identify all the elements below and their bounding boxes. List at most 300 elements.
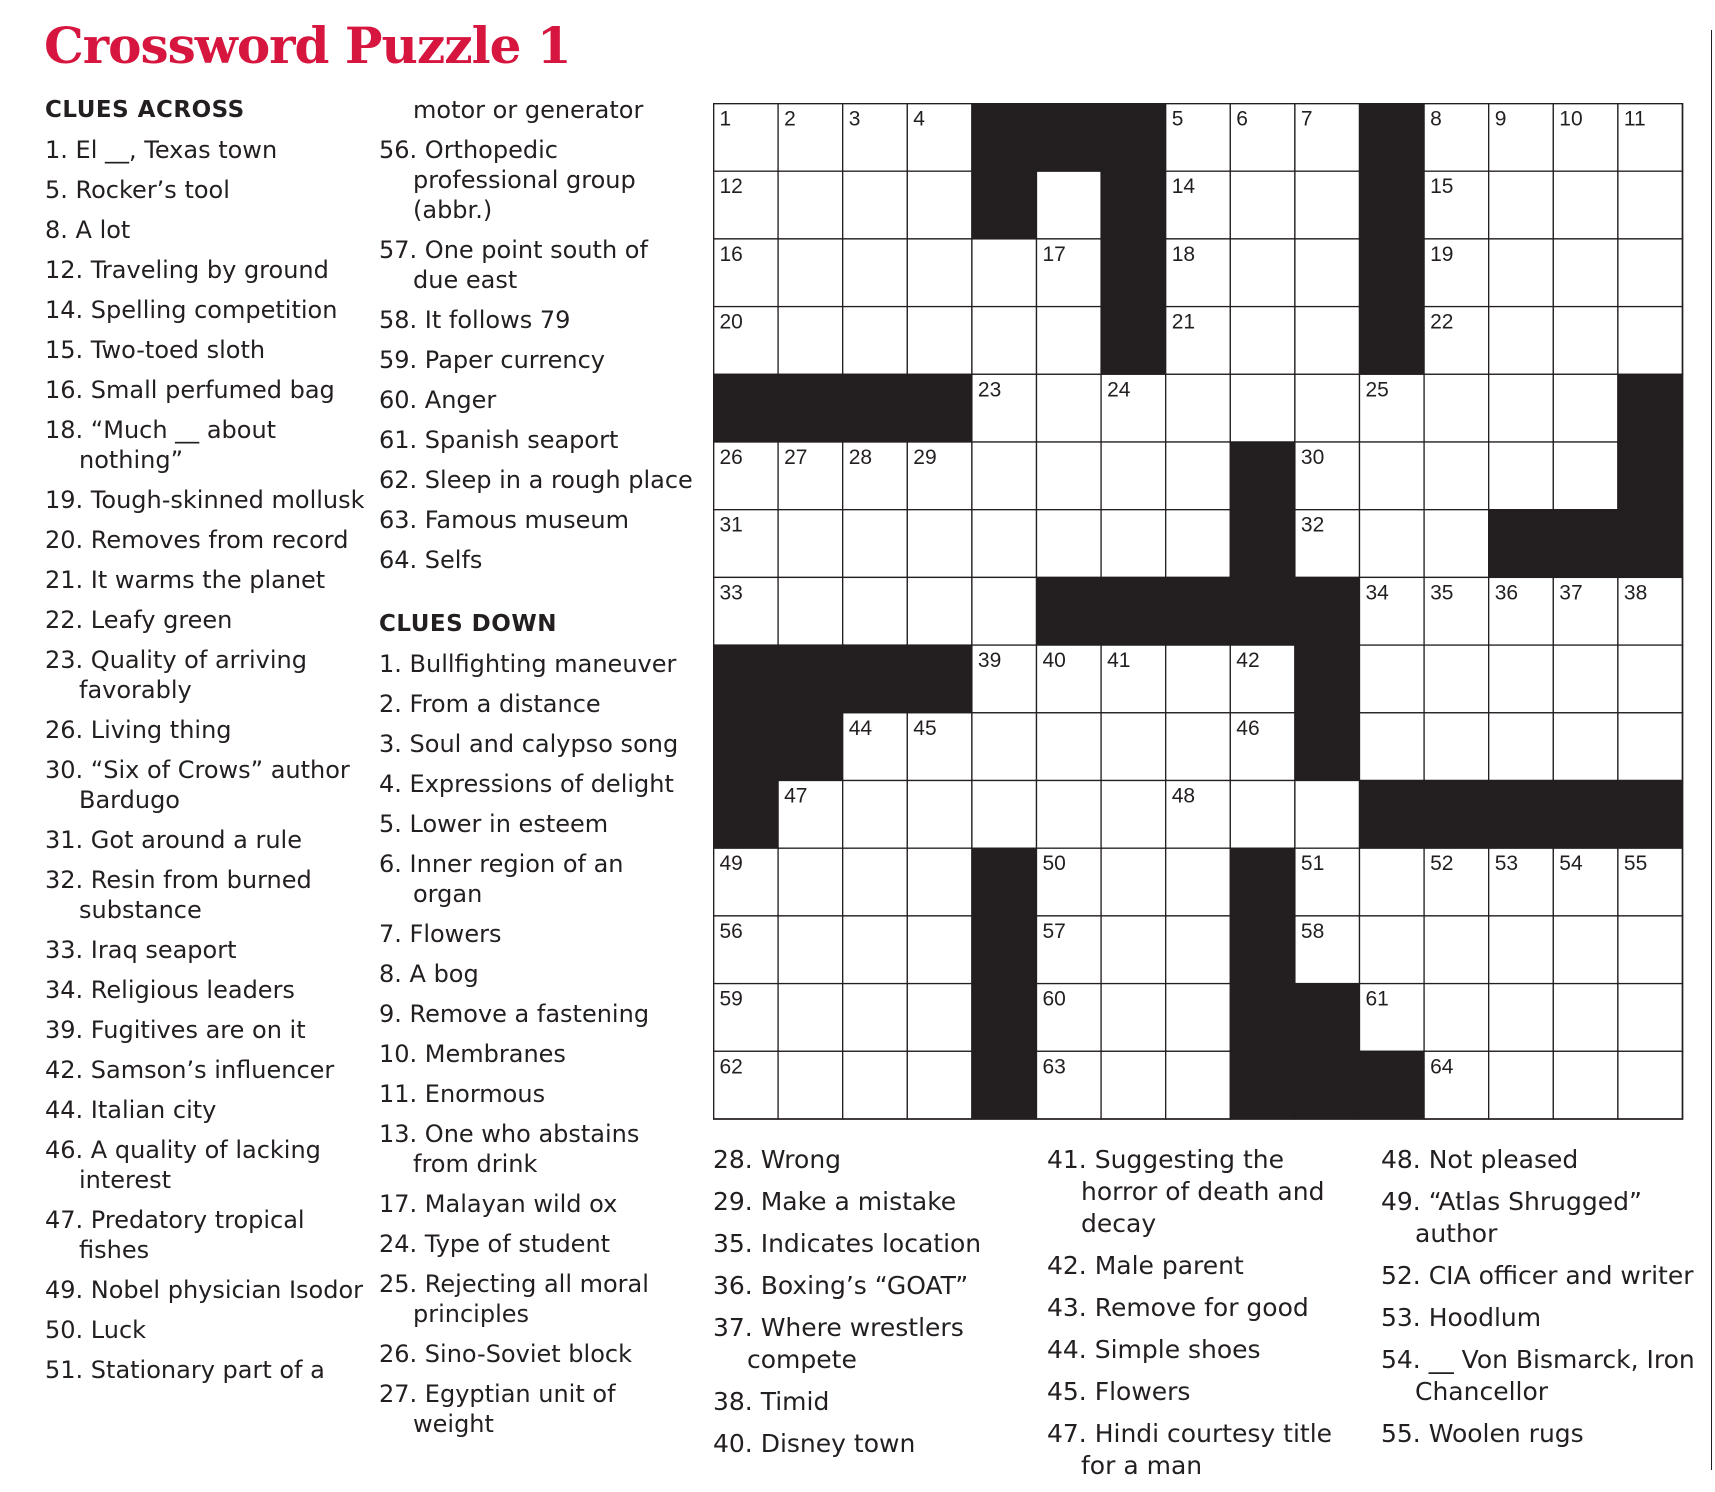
down-clue: 54. __ Von Bismarck, Iron Chancellor [1381,1345,1695,1406]
grid-block-cell [1295,577,1360,645]
grid-block-cell [714,645,779,713]
down-clue: 27. Egyptian unit of weight [379,1380,616,1438]
grid-answer-cell[interactable] [1489,1051,1554,1119]
grid-answer-cell[interactable] [1101,713,1166,781]
grid-block-cell [1618,510,1683,578]
grid-answer-cell[interactable] [1295,781,1360,849]
grid-answer-cell[interactable] [1424,713,1489,781]
down-clue: 5. Lower in esteem [379,810,609,838]
grid-answer-cell[interactable] [1489,984,1554,1052]
across-clue: 15. Two-toed sloth [45,336,266,364]
grid-block-cell [1553,510,1618,578]
across-clue: 19. Tough-skinned mollusk [45,486,365,514]
grid-block-cell [1230,510,1295,578]
grid-answer-cell[interactable] [1489,307,1554,375]
grid-cell-number: 1 [719,107,732,131]
grid-answer-cell[interactable] [1424,645,1489,713]
grid-cell-number: 30 [1300,446,1325,469]
grid-answer-cell[interactable] [778,239,843,307]
across-clue: 56. Orthopedic professional group (abbr.) [379,136,636,224]
grid-block-cell [907,374,972,442]
grid-answer-cell[interactable] [1037,510,1102,578]
down-clue: 43. Remove for good [1047,1293,1309,1322]
grid-block-cell [1037,577,1102,645]
grid-block-cell [972,1051,1037,1119]
grid-cell-number: 38 [1623,581,1648,605]
grid-cell-number: 54 [1559,852,1583,876]
grid-answer-cell[interactable] [1553,1051,1618,1119]
grid-answer-cell[interactable] [1295,374,1360,442]
down-clue: 55. Woolen rugs [1381,1419,1584,1448]
grid-block-cell [1230,577,1295,645]
down-clue: 25. Rejecting all moral principles [379,1270,649,1328]
grid-answer-cell[interactable] [1360,713,1425,781]
down-heading: CLUES DOWN [379,611,557,637]
grid-cell-number: 15 [1430,175,1454,199]
grid-block-cell [778,374,843,442]
grid-answer-cell[interactable] [843,916,908,984]
grid-answer-cell[interactable] [1553,916,1618,984]
down-clue: 45. Flowers [1047,1377,1191,1406]
grid-answer-cell[interactable] [843,1051,908,1119]
grid-answer-cell[interactable] [1037,171,1102,239]
grid-block-cell [843,374,908,442]
across-clue: 51. Stationary part of a [45,1356,325,1384]
down-clue: 9. Remove a fastening [379,1000,650,1028]
grid-answer-cell[interactable] [1166,374,1231,442]
down-clue: 7. Flowers [379,920,502,948]
across-clue: 34. Religious leaders [45,976,295,1004]
down-clue: 49. “Atlas Shrugged” author [1381,1187,1642,1248]
grid-answer-cell[interactable] [778,307,843,375]
down-clue-list-continued [1047,1144,1367,1482]
grid-block-cell [972,104,1037,172]
grid-answer-cell[interactable] [1295,171,1360,239]
grid-block-cell [1166,577,1231,645]
grid-block-cell [1360,171,1425,239]
across-clue: 47. Predatory tropical fishes [45,1206,305,1264]
page-title: Crossword Puzzle 1 [44,16,571,75]
grid-answer-cell[interactable] [1618,713,1683,781]
grid-answer-cell[interactable] [1553,442,1618,510]
clues-column-4 [1047,1144,1367,1492]
grid-answer-cell[interactable] [1166,645,1231,713]
page-edge-rule [1711,30,1712,1470]
grid-answer-cell[interactable] [1618,1051,1683,1119]
grid-answer-cell[interactable] [972,713,1037,781]
down-clue-list [379,649,699,1439]
grid-answer-cell[interactable] [778,171,843,239]
down-clue: 53. Hoodlum [1381,1303,1542,1332]
down-clue: 35. Indicates location [713,1229,982,1258]
grid-cell-number: 11 [1623,107,1646,131]
grid-answer-cell[interactable] [778,510,843,578]
down-clue: 40. Disney town [713,1429,916,1458]
across-clue: 23. Quality of arriving favorably [45,646,307,704]
grid-answer-cell[interactable] [843,577,908,645]
grid-cell-number: 10 [1559,107,1583,131]
grid-cell-number: 8 [1430,107,1442,131]
grid-cell-number: 28 [848,446,873,469]
grid-answer-cell[interactable] [1101,848,1166,916]
across-clue: 42. Samson’s influencer [45,1056,335,1084]
across-clue: 14. Spelling competition [45,296,338,324]
grid-cell-number: 20 [719,310,743,334]
across-clue: 16. Small perfumed bag [45,376,335,404]
grid-cell-number: 42 [1236,649,1260,673]
grid-answer-cell[interactable] [1360,442,1425,510]
grid-cell-number: 58 [1300,919,1325,943]
grid-cell-number: 16 [719,242,743,266]
down-clue: 11. Enormous [379,1080,546,1108]
grid-answer-cell[interactable] [1489,916,1554,984]
grid-answer-cell[interactable] [1230,374,1295,442]
grid-answer-cell[interactable] [1101,781,1166,849]
grid-cell-number: 12 [719,175,743,199]
grid-block-cell [972,848,1037,916]
grid-answer-cell[interactable] [972,577,1037,645]
grid-cell-number: 57 [1042,919,1066,943]
grid-cell-number: 18 [1171,242,1196,266]
down-clue: 2. From a distance [379,690,601,718]
grid-cell-number: 23 [977,378,1002,402]
grid-block-cell [1618,374,1683,442]
grid-answer-cell[interactable] [1618,307,1683,375]
down-clue: 38. Timid [713,1387,830,1416]
grid-block-cell [714,713,779,781]
grid-cell-number: 27 [784,446,808,469]
grid-answer-cell[interactable] [1166,848,1231,916]
grid-answer-cell[interactable] [907,171,972,239]
grid-cell-number: 39 [977,649,1002,673]
grid-answer-cell[interactable] [1618,916,1683,984]
across-clue: 1. El __, Texas town [45,136,278,164]
grid-answer-cell[interactable] [1553,645,1618,713]
grid-answer-cell[interactable] [1295,307,1360,375]
grid-answer-cell[interactable] [1037,374,1102,442]
grid-block-cell [972,916,1037,984]
grid-answer-cell[interactable] [1618,645,1683,713]
across-clue: 26. Living thing [45,716,232,744]
grid-cell-number: 48 [1171,784,1196,808]
grid-cell-number: 24 [1107,378,1131,402]
down-clue: 28. Wrong [713,1145,842,1174]
grid-answer-cell[interactable] [1230,239,1295,307]
grid-answer-cell[interactable] [1489,645,1554,713]
grid-answer-cell[interactable] [1618,239,1683,307]
grid-answer-cell[interactable] [843,984,908,1052]
down-clue-list-continued [1381,1144,1701,1450]
grid-cell-number: 53 [1494,852,1519,876]
grid-block-cell [1295,713,1360,781]
grid-answer-cell[interactable] [907,577,972,645]
grid-answer-cell[interactable] [1230,171,1295,239]
grid-answer-cell[interactable] [907,307,972,375]
grid-block-cell [1553,781,1618,849]
grid-answer-cell[interactable] [1166,1051,1231,1119]
down-clue: 4. Expressions of delight [379,770,674,798]
grid-block-cell [1037,104,1102,172]
grid-block-cell [1618,442,1683,510]
grid-cell-number: 14 [1171,175,1196,199]
grid-answer-cell[interactable] [843,781,908,849]
grid-cell-number: 46 [1236,716,1260,740]
grid-block-cell [1360,104,1425,172]
grid-answer-cell[interactable] [1166,442,1231,510]
grid-answer-cell[interactable] [1037,442,1102,510]
grid-answer-cell[interactable] [1553,984,1618,1052]
grid-answer-cell[interactable] [1101,510,1166,578]
grid-block-cell [1101,239,1166,307]
down-clue: 26. Sino-Soviet block [379,1340,632,1368]
grid-cell-number: 26 [719,446,743,469]
grid-answer-cell[interactable] [1101,916,1166,984]
grid-cell-number: 13 [977,175,1002,199]
grid-answer-cell[interactable] [1360,510,1425,578]
grid-answer-cell[interactable] [1230,781,1295,849]
down-clue: 6. Inner region of an organ [379,850,624,908]
grid-cell-number: 56 [719,919,743,943]
grid-cell-number: 9 [1494,107,1507,131]
across-clue: 46. A quality of lacking interest [45,1136,321,1194]
grid-answer-cell[interactable] [1489,374,1554,442]
grid-cell-number: 62 [719,1055,743,1079]
grid-answer-cell[interactable] [1553,713,1618,781]
grid-answer-cell[interactable] [972,442,1037,510]
grid-cell-number: 35 [1430,581,1454,605]
grid-answer-cell[interactable] [843,171,908,239]
grid-answer-cell[interactable] [972,307,1037,375]
down-clue: 52. CIA officer and writer [1381,1261,1694,1290]
grid-block-cell [1489,510,1554,578]
across-clue: 21. It warms the planet [45,566,326,594]
across-clue: 18. “Much __ about nothing” [45,416,277,474]
down-clue: 37. Where wrestlers compete [713,1313,964,1374]
grid-answer-cell[interactable] [1489,442,1554,510]
grid-answer-cell[interactable] [1360,916,1425,984]
grid-answer-cell[interactable] [843,307,908,375]
grid-answer-cell[interactable] [907,916,972,984]
across-clue: 30. “Six of Crows” author Bardugo [45,756,350,814]
across-clue: 57. One point south of due east [379,236,648,294]
grid-answer-cell[interactable] [1553,239,1618,307]
across-clue-continuation: motor or generator [413,96,644,124]
grid-answer-cell[interactable] [1037,713,1102,781]
across-clue: 33. Iraq seaport [45,936,237,964]
across-clue: 5. Rocker’s tool [45,176,230,204]
grid-answer-cell[interactable] [1424,984,1489,1052]
grid-answer-cell[interactable] [1489,239,1554,307]
grid-block-cell [1230,1051,1295,1119]
grid-cell-number: 61 [1365,987,1389,1011]
down-clue: 47. Hindi courtesy title for a man [1047,1419,1333,1480]
grid-answer-cell[interactable] [1553,171,1618,239]
grid-answer-cell[interactable] [778,848,843,916]
down-clue: 1. Bullfighting maneuver [379,650,677,678]
down-clue: 48. Not pleased [1381,1145,1579,1174]
down-clue: 3. Soul and calypso song [379,730,679,758]
across-clue-list-continued [379,135,699,575]
grid-block-cell [1101,104,1166,172]
grid-block-cell [972,984,1037,1052]
clues-column-2 [379,95,699,1449]
clues-column-5 [1381,1144,1701,1460]
across-clue: 20. Removes from record [45,526,349,554]
grid-answer-cell[interactable] [1101,1051,1166,1119]
grid-answer-cell[interactable] [907,510,972,578]
grid-block-cell [1230,916,1295,984]
grid-cell-number: 5 [1171,107,1184,131]
grid-answer-cell[interactable] [1360,848,1425,916]
grid-answer-cell[interactable] [907,984,972,1052]
grid-block-cell [1101,171,1166,239]
clues-column-3 [713,1144,1033,1470]
grid-cell-number: 7 [1300,107,1313,131]
across-clue: 50. Luck [45,1316,147,1344]
across-clue: 61. Spanish seaport [379,426,619,454]
grid-block-cell [778,645,843,713]
across-clue: 22. Leafy green [45,606,233,634]
grid-answer-cell[interactable] [907,1051,972,1119]
grid-cell-number: 25 [1365,378,1389,402]
grid-answer-cell[interactable] [843,510,908,578]
grid-answer-cell[interactable] [1101,442,1166,510]
grid-block-cell [714,781,779,849]
down-clue: 13. One who abstains from drink [379,1120,640,1178]
grid-answer-cell[interactable] [1166,916,1231,984]
grid-answer-cell[interactable] [1424,916,1489,984]
grid-answer-cell[interactable] [907,848,972,916]
across-clue: 49. Nobel physician Isodor [45,1276,364,1304]
across-clue: 8. A lot [45,216,131,244]
grid-answer-cell[interactable] [907,781,972,849]
grid-answer-cell[interactable] [1489,713,1554,781]
grid-answer-cell[interactable] [1166,984,1231,1052]
grid-cell-number: 32 [1300,513,1325,537]
grid-cell-number: 45 [913,716,937,740]
grid-answer-cell[interactable] [1295,239,1360,307]
grid-cell-number: 59 [719,987,743,1011]
grid-cell-number: 51 [1300,852,1325,876]
grid-answer-cell[interactable] [1037,781,1102,849]
grid-block-cell [1230,984,1295,1052]
across-clue: 59. Paper currency [379,346,605,374]
grid-answer-cell[interactable] [972,781,1037,849]
down-clue: 29. Make a mistake [713,1187,957,1216]
grid-answer-cell[interactable] [778,577,843,645]
grid-answer-cell[interactable] [1618,171,1683,239]
grid-block-cell [1230,442,1295,510]
grid-block-cell [1489,781,1554,849]
grid-cell-number: 55 [1623,852,1648,876]
down-clue: 44. Simple shoes [1047,1335,1261,1364]
grid-cell-number: 34 [1365,581,1389,605]
grid-cell-number: 21 [1171,310,1196,334]
grid-cell-number: 33 [719,581,743,605]
grid-answer-cell[interactable] [1037,307,1102,375]
grid-block-cell [1618,781,1683,849]
grid-block-cell [714,374,779,442]
down-clue: 41. Suggesting the horror of death and decay [1047,1145,1325,1238]
grid-block-cell [1360,307,1425,375]
down-clue-list-continued [713,1144,1033,1460]
grid-block-cell [907,645,972,713]
grid-answer-cell[interactable] [972,239,1037,307]
crossword-grid-svg [713,103,1684,1120]
grid-answer-cell[interactable] [1360,645,1425,713]
across-clue: 31. Got around a rule [45,826,302,854]
grid-answer-cell[interactable] [1166,713,1231,781]
grid-answer-cell[interactable] [1230,307,1295,375]
grid-cell-number: 40 [1042,649,1066,673]
grid-cell-number: 50 [1042,852,1066,876]
across-clue: 58. It follows 79 [379,306,571,334]
grid-cell-number: 41 [1107,649,1131,673]
grid-answer-cell[interactable] [1553,307,1618,375]
grid-cell-number: 29 [913,446,937,469]
grid-block-cell [1101,307,1166,375]
grid-answer-cell[interactable] [972,510,1037,578]
down-clue: 24. Type of student [379,1230,611,1258]
grid-answer-cell[interactable] [1424,374,1489,442]
down-clue: 10. Membranes [379,1040,566,1068]
grid-answer-cell[interactable] [1101,984,1166,1052]
across-clue-list [45,135,375,1385]
across-clue: 64. Selfs [379,546,483,574]
grid-answer-cell[interactable] [907,239,972,307]
grid-cell-number: 31 [719,513,743,537]
grid-block-cell [1295,1051,1360,1119]
grid-cell-number: 60 [1042,987,1066,1011]
grid-answer-cell[interactable] [778,1051,843,1119]
grid-answer-cell[interactable] [843,239,908,307]
grid-answer-cell[interactable] [1424,442,1489,510]
across-heading: CLUES ACROSS [45,97,245,123]
grid-cell-number: 44 [848,716,873,740]
grid-block-cell [778,713,843,781]
across-clue: 32. Resin from burned substance [45,866,312,924]
grid-cell-number: 19 [1430,242,1454,266]
grid-cell-number: 43 [1300,649,1325,673]
clues-column-1 [45,95,375,1395]
across-clue: 62. Sleep in a rough place [379,466,693,494]
grid-answer-cell[interactable] [778,916,843,984]
grid-answer-cell[interactable] [778,984,843,1052]
grid-cell-number: 64 [1430,1055,1454,1079]
across-clue: 39. Fugitives are on it [45,1016,306,1044]
grid-block-cell [1424,781,1489,849]
across-clue: 12. Traveling by ground [45,256,329,284]
crossword-grid [713,103,1684,1120]
grid-cell-number: 49 [719,852,743,876]
down-clue: 42. Male parent [1047,1251,1244,1280]
grid-block-cell [1360,239,1425,307]
grid-cell-number: 22 [1430,310,1454,334]
across-clue: 60. Anger [379,386,497,414]
grid-block-cell [1360,1051,1425,1119]
grid-answer-cell[interactable] [1618,984,1683,1052]
grid-cell-number: 37 [1559,581,1583,605]
grid-cell-number: 4 [913,107,925,131]
grid-answer-cell[interactable] [843,848,908,916]
grid-answer-cell[interactable] [1553,374,1618,442]
grid-answer-cell[interactable] [1489,171,1554,239]
grid-cell-number: 52 [1430,852,1454,876]
down-clue: 8. A bog [379,960,479,988]
grid-answer-cell[interactable] [1424,510,1489,578]
grid-block-cell [1360,781,1425,849]
grid-answer-cell[interactable] [1166,510,1231,578]
